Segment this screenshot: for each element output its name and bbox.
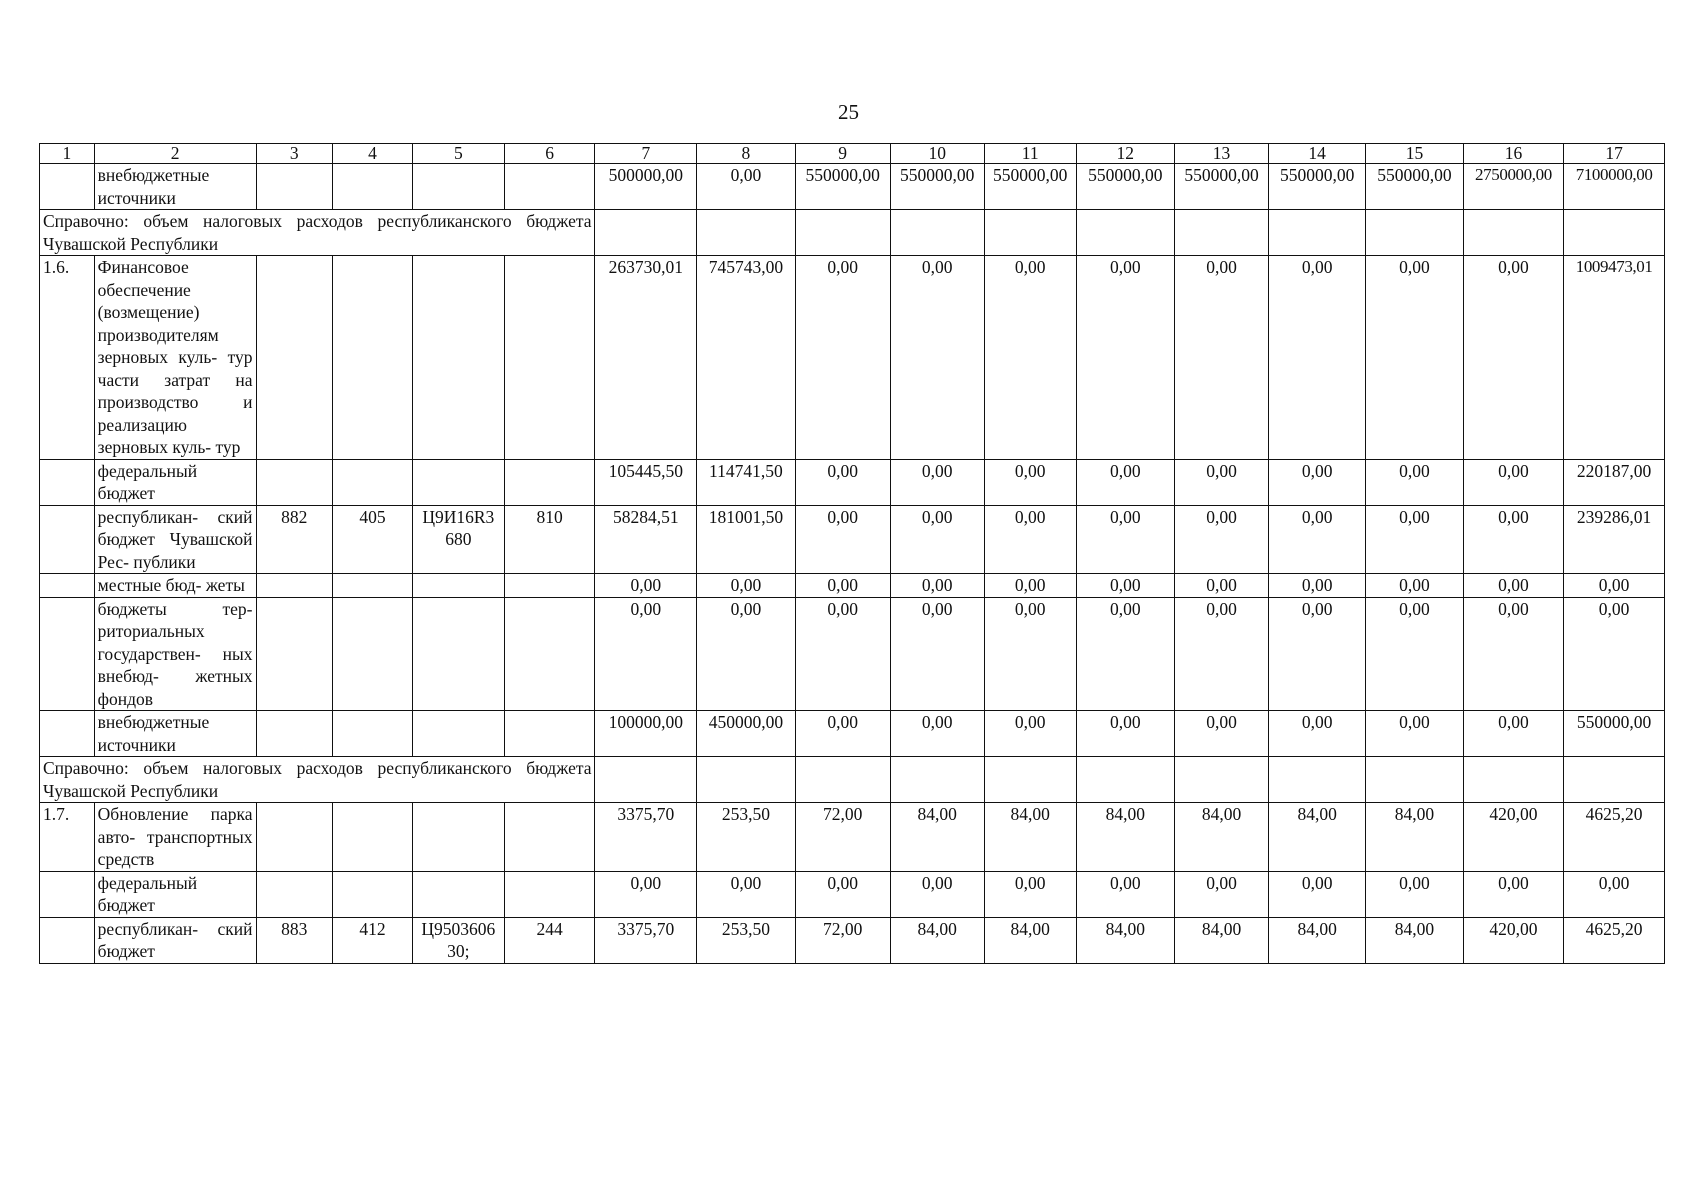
target-article-cell — [412, 871, 504, 917]
amount-cell: 0,00 — [795, 871, 890, 917]
amount-cell: 0,00 — [1269, 505, 1366, 574]
target-article-cell — [412, 574, 504, 598]
empty-cell — [1463, 210, 1564, 256]
amount-cell: 0,00 — [697, 871, 795, 917]
amount-cell: 0,00 — [1463, 871, 1564, 917]
empty-cell — [1076, 757, 1174, 803]
target-article-cell — [412, 164, 504, 210]
amount-cell: 0,00 — [795, 711, 890, 757]
target-article-cell — [412, 597, 504, 711]
amount-cell: 0,00 — [1076, 871, 1174, 917]
amount-cell: 72,00 — [795, 917, 890, 963]
ministry-code-cell — [256, 803, 333, 872]
item-number-cell: 1.6. — [40, 256, 95, 460]
empty-cell — [795, 757, 890, 803]
amount-cell: 0,00 — [1366, 256, 1463, 460]
amount-cell: 0,00 — [1076, 459, 1174, 505]
amount-cell: 0,00 — [984, 574, 1076, 598]
amount-cell: 100000,00 — [595, 711, 697, 757]
amount-cell: 220187,00 — [1564, 459, 1665, 505]
amount-cell: 0,00 — [795, 505, 890, 574]
reference-note-text: Справочно: объем налоговых расходов республиканского бюджета Чувашской Республики — [40, 757, 595, 803]
column-number-cell: 3 — [256, 144, 333, 164]
column-number-cell: 14 — [1269, 144, 1366, 164]
item-name-cell: Обновление парка авто- транспортных средств — [94, 803, 256, 872]
column-number-cell: 13 — [1174, 144, 1268, 164]
section-code-cell — [333, 803, 413, 872]
expense-type-cell — [504, 256, 595, 460]
item-name-cell: федеральный бюджет — [94, 459, 256, 505]
amount-cell: 0,00 — [1076, 597, 1174, 711]
amount-cell: 4625,20 — [1564, 803, 1665, 872]
expense-type-cell — [504, 871, 595, 917]
amount-cell: 0,00 — [890, 459, 984, 505]
amount-cell: 0,00 — [795, 597, 890, 711]
expense-type-cell — [504, 459, 595, 505]
empty-cell — [595, 210, 697, 256]
amount-cell: 0,00 — [890, 505, 984, 574]
table-row — [40, 871, 1665, 917]
amount-cell: 550000,00 — [890, 164, 984, 210]
section-code-cell — [333, 574, 413, 598]
amount-cell: 0,00 — [1076, 256, 1174, 460]
empty-cell — [1564, 757, 1665, 803]
column-number-cell: 4 — [333, 144, 413, 164]
target-article-cell: Ц9503606 30; — [412, 917, 504, 963]
item-name-cell: бюджеты тер- риториальных государствен- ных внебюд- жетных фондов — [94, 597, 256, 711]
empty-cell — [1366, 757, 1463, 803]
expense-type-cell: 244 — [504, 917, 595, 963]
amount-cell: 0,00 — [1269, 574, 1366, 598]
amount-cell: 0,00 — [1366, 871, 1463, 917]
amount-cell: 500000,00 — [595, 164, 697, 210]
reference-note-text: Справочно: объем налоговых расходов республиканского бюджета Чувашской Республики — [40, 210, 595, 256]
expense-type-cell — [504, 803, 595, 872]
item-number-cell — [40, 597, 95, 711]
expense-type-cell — [504, 574, 595, 598]
amount-cell: 84,00 — [984, 803, 1076, 872]
amount-cell: 0,00 — [1564, 871, 1665, 917]
ministry-code-cell: 883 — [256, 917, 333, 963]
item-name-cell: Финансовое обеспечение (возмещение) производителям зерновых куль- тур части затрат на производство и реализацию зерновых куль- тур — [94, 256, 256, 460]
amount-cell: 745743,00 — [697, 256, 795, 460]
ministry-code-cell — [256, 597, 333, 711]
target-article-cell: Ц9И16R3 680 — [412, 505, 504, 574]
section-code-cell: 405 — [333, 505, 413, 574]
amount-cell: 0,00 — [1463, 597, 1564, 711]
column-number-cell: 15 — [1366, 144, 1463, 164]
amount-cell: 239286,01 — [1564, 505, 1665, 574]
empty-cell — [1076, 210, 1174, 256]
amount-cell: 263730,01 — [595, 256, 697, 460]
ministry-code-cell — [256, 574, 333, 598]
amount-cell: 0,00 — [1174, 256, 1268, 460]
amount-cell: 84,00 — [984, 917, 1076, 963]
empty-cell — [1269, 757, 1366, 803]
ministry-code-cell — [256, 871, 333, 917]
amount-cell: 0,00 — [1076, 505, 1174, 574]
amount-cell: 0,00 — [1564, 597, 1665, 711]
ministry-code-cell — [256, 164, 333, 210]
item-name-cell: республикан- ский бюджет — [94, 917, 256, 963]
item-number-cell — [40, 164, 95, 210]
target-article-cell — [412, 459, 504, 505]
target-article-cell — [412, 256, 504, 460]
amount-cell: 550000,00 — [1076, 164, 1174, 210]
amount-cell: 2750000,00 — [1463, 164, 1564, 210]
section-code-cell: 412 — [333, 917, 413, 963]
item-number-cell — [40, 711, 95, 757]
amount-cell: 0,00 — [1463, 711, 1564, 757]
target-article-cell — [412, 711, 504, 757]
empty-cell — [1463, 757, 1564, 803]
amount-cell: 0,00 — [890, 256, 984, 460]
expense-type-cell: 810 — [504, 505, 595, 574]
table-row — [40, 917, 1665, 963]
amount-cell: 72,00 — [795, 803, 890, 872]
amount-cell: 550000,00 — [1564, 711, 1665, 757]
amount-cell: 114741,50 — [697, 459, 795, 505]
amount-cell: 58284,51 — [595, 505, 697, 574]
item-name-cell: федеральный бюджет — [94, 871, 256, 917]
page-number: 25 — [838, 100, 859, 124]
amount-cell: 84,00 — [1174, 917, 1268, 963]
column-number-cell: 16 — [1463, 144, 1564, 164]
amount-cell: 0,00 — [1174, 871, 1268, 917]
column-number-cell: 6 — [504, 144, 595, 164]
amount-cell: 84,00 — [1076, 803, 1174, 872]
amount-cell: 0,00 — [1463, 574, 1564, 598]
amount-cell: 4625,20 — [1564, 917, 1665, 963]
reference-note-row — [40, 757, 1665, 803]
amount-cell: 0,00 — [795, 256, 890, 460]
amount-cell: 105445,50 — [595, 459, 697, 505]
amount-cell: 0,00 — [697, 164, 795, 210]
column-number-cell: 8 — [697, 144, 795, 164]
empty-cell — [697, 757, 795, 803]
amount-cell: 0,00 — [1174, 505, 1268, 574]
amount-cell: 84,00 — [1366, 803, 1463, 872]
amount-cell: 181001,50 — [697, 505, 795, 574]
column-number-cell: 11 — [984, 144, 1076, 164]
empty-cell — [795, 210, 890, 256]
expense-type-cell — [504, 164, 595, 210]
column-number-row — [40, 144, 1665, 164]
amount-cell: 0,00 — [697, 597, 795, 711]
empty-cell — [595, 757, 697, 803]
column-number-cell: 7 — [595, 144, 697, 164]
ministry-code-cell — [256, 256, 333, 460]
amount-cell: 0,00 — [1269, 711, 1366, 757]
amount-cell: 0,00 — [595, 871, 697, 917]
item-number-cell — [40, 459, 95, 505]
item-name-cell: внебюджетные источники — [94, 711, 256, 757]
amount-cell: 253,50 — [697, 917, 795, 963]
amount-cell: 0,00 — [890, 871, 984, 917]
table-row — [40, 505, 1665, 574]
item-number-cell — [40, 505, 95, 574]
column-number-cell: 12 — [1076, 144, 1174, 164]
amount-cell: 0,00 — [1174, 597, 1268, 711]
amount-cell: 0,00 — [1366, 597, 1463, 711]
budget-table — [39, 143, 1665, 964]
amount-cell: 0,00 — [1366, 711, 1463, 757]
section-code-cell — [333, 256, 413, 460]
empty-cell — [1269, 210, 1366, 256]
amount-cell: 253,50 — [697, 803, 795, 872]
empty-cell — [890, 210, 984, 256]
empty-cell — [1174, 210, 1268, 256]
column-number-cell: 10 — [890, 144, 984, 164]
amount-cell: 0,00 — [1076, 574, 1174, 598]
amount-cell: 0,00 — [1269, 597, 1366, 711]
amount-cell: 0,00 — [984, 871, 1076, 917]
empty-cell — [984, 757, 1076, 803]
amount-cell: 3375,70 — [595, 917, 697, 963]
amount-cell: 0,00 — [595, 597, 697, 711]
column-number-cell: 9 — [795, 144, 890, 164]
amount-cell: 0,00 — [1463, 256, 1564, 460]
amount-cell: 550000,00 — [795, 164, 890, 210]
amount-cell: 0,00 — [697, 574, 795, 598]
column-number-cell: 5 — [412, 144, 504, 164]
amount-cell: 0,00 — [1366, 574, 1463, 598]
amount-cell: 84,00 — [1269, 803, 1366, 872]
amount-cell: 550000,00 — [984, 164, 1076, 210]
reference-note-row — [40, 210, 1665, 256]
amount-cell: 0,00 — [1174, 459, 1268, 505]
amount-cell: 0,00 — [1174, 711, 1268, 757]
empty-cell — [1366, 210, 1463, 256]
amount-cell: 550000,00 — [1174, 164, 1268, 210]
amount-cell: 0,00 — [1076, 711, 1174, 757]
amount-cell: 0,00 — [1463, 505, 1564, 574]
amount-cell: 0,00 — [1269, 256, 1366, 460]
amount-cell: 0,00 — [795, 574, 890, 598]
amount-cell: 0,00 — [1366, 459, 1463, 505]
amount-cell: 0,00 — [595, 574, 697, 598]
amount-cell: 84,00 — [1366, 917, 1463, 963]
expense-type-cell — [504, 597, 595, 711]
amount-cell: 420,00 — [1463, 803, 1564, 872]
amount-cell: 0,00 — [1174, 574, 1268, 598]
section-code-cell — [333, 871, 413, 917]
amount-cell: 0,00 — [1269, 871, 1366, 917]
column-number-cell: 2 — [94, 144, 256, 164]
section-code-cell — [333, 711, 413, 757]
amount-cell: 550000,00 — [1269, 164, 1366, 210]
amount-cell: 0,00 — [984, 711, 1076, 757]
amount-cell: 84,00 — [890, 803, 984, 872]
item-name-cell: внебюджетные источники — [94, 164, 256, 210]
amount-cell: 84,00 — [1174, 803, 1268, 872]
item-name-cell: местные бюд- жеты — [94, 574, 256, 598]
amount-cell: 0,00 — [1366, 505, 1463, 574]
amount-cell: 84,00 — [1269, 917, 1366, 963]
amount-cell: 420,00 — [1463, 917, 1564, 963]
ministry-code-cell — [256, 459, 333, 505]
amount-cell: 0,00 — [984, 505, 1076, 574]
item-name-cell: республикан- ский бюджет Чувашской Рес- публики — [94, 505, 256, 574]
table-row — [40, 164, 1665, 210]
amount-cell: 0,00 — [890, 574, 984, 598]
amount-cell: 550000,00 — [1366, 164, 1463, 210]
amount-cell: 0,00 — [984, 256, 1076, 460]
expense-type-cell — [504, 711, 595, 757]
table-row — [40, 459, 1665, 505]
empty-cell — [890, 757, 984, 803]
item-number-cell — [40, 871, 95, 917]
section-code-cell — [333, 459, 413, 505]
ministry-code-cell — [256, 711, 333, 757]
amount-cell: 450000,00 — [697, 711, 795, 757]
table-row — [40, 711, 1665, 757]
table-row — [40, 803, 1665, 872]
section-code-cell — [333, 164, 413, 210]
amount-cell: 0,00 — [1463, 459, 1564, 505]
column-number-cell: 1 — [40, 144, 95, 164]
item-number-cell — [40, 574, 95, 598]
amount-cell: 1009473,01 — [1564, 256, 1665, 460]
amount-cell: 3375,70 — [595, 803, 697, 872]
empty-cell — [984, 210, 1076, 256]
empty-cell — [1174, 757, 1268, 803]
empty-cell — [1564, 210, 1665, 256]
amount-cell: 0,00 — [1269, 459, 1366, 505]
ministry-code-cell: 882 — [256, 505, 333, 574]
column-number-cell: 17 — [1564, 144, 1665, 164]
table-row — [40, 256, 1665, 460]
item-number-cell — [40, 917, 95, 963]
table-row — [40, 597, 1665, 711]
amount-cell: 7100000,00 — [1564, 164, 1665, 210]
table-row — [40, 574, 1665, 598]
item-number-cell: 1.7. — [40, 803, 95, 872]
amount-cell: 0,00 — [984, 459, 1076, 505]
amount-cell: 0,00 — [1564, 574, 1665, 598]
empty-cell — [697, 210, 795, 256]
amount-cell: 84,00 — [1076, 917, 1174, 963]
section-code-cell — [333, 597, 413, 711]
amount-cell: 84,00 — [890, 917, 984, 963]
target-article-cell — [412, 803, 504, 872]
amount-cell: 0,00 — [984, 597, 1076, 711]
amount-cell: 0,00 — [795, 459, 890, 505]
amount-cell: 0,00 — [890, 597, 984, 711]
amount-cell: 0,00 — [890, 711, 984, 757]
